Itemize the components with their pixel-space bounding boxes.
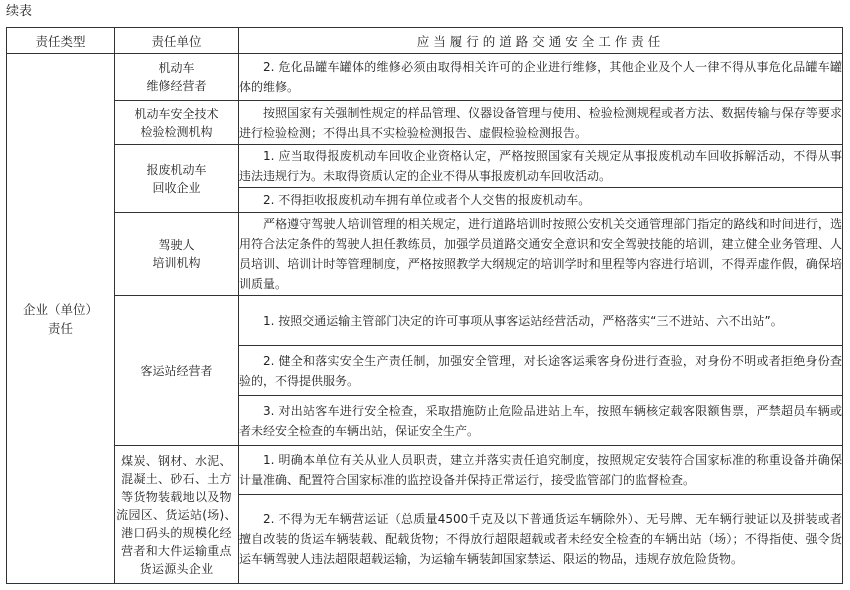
- unit-label-line: 营者和大件运输重点: [121, 543, 232, 558]
- unit-label-line: 检验检测机构: [140, 124, 213, 139]
- duty-cell: [239, 145, 843, 188]
- duty-text: 2. 危化品罐车罐体的维修必须由取得相关许可的企业进行维修，其他企业及个人一律不得从事危化品罐车罐体的维修。: [239, 60, 842, 94]
- unit-cell: [115, 213, 239, 296]
- unit-label-line: 混凝土、砂石、土方: [121, 471, 232, 486]
- unit-label-line: 驾驶人: [158, 238, 195, 252]
- duty-cell: [239, 54, 843, 101]
- duty-text: 2. 不得为无车辆营运证（总质量4500千克及以下普通货运车辆除外）、无号牌、无车辆行驶证以及拼装或者擅自改装的货运车辆装载、配载货物；不得放行超限超载或者未经安全检查的车辆出站（场）；不得指使、强令货运车辆驾驶人违法超限超载运输，为运输车辆装卸国家禁运、限运的物品，违规存放危险货物。: [239, 512, 842, 566]
- duty-cell: [239, 296, 843, 346]
- table-row: [7, 101, 843, 145]
- category-label-line: 责任: [47, 320, 73, 336]
- duty-text: 1. 明确本单位有关从业人员职责，建立并落实责任追究制度，按照规定安装符合国家标准的称重设备并确保计量准确、配置符合国家标准的监控设备并保持正常运行，接受监管部门的监督检查。: [239, 453, 842, 487]
- unit-label-line: 港口码头的规模化经: [121, 525, 232, 540]
- table-row: [7, 446, 843, 495]
- duty-cell: [239, 495, 843, 584]
- unit-label-line: 回收企业: [152, 180, 201, 195]
- duty-text: 严格遵守驾驶人培训管理的相关规定，进行道路培训时按照公安机关交通管理部门指定的路线和时间进行，选用符合法定条件的驾驶人担任教练员，加强学员道路交通安全意识和安全驾驶技能的培训，建立健全业务管理、人员培训、培训计时等管理制度，严格按照教学大纲规定的培训学时和里程等内容进行培训，不得弄虚作假，确保培训质量。: [239, 217, 842, 291]
- table-row: [7, 145, 843, 188]
- table-row: [7, 296, 843, 346]
- table-header-row: [7, 28, 843, 54]
- unit-label-line: 客运站经营者: [140, 363, 213, 378]
- duty-text: 3. 对出站客车进行安全检查，采取措施防止危险品进站上车，按照车辆核定载客限额售票，严禁超员车辆或者未经安全检查的车辆出站，保证安全生产。: [239, 403, 842, 438]
- duty-text: 2. 不得拒收报废机动车拥有单位或者个人交售的报废机动车。: [263, 193, 591, 207]
- unit-label-line: 维修经营者: [146, 79, 207, 93]
- header-responsibility-type: 责任类型: [7, 28, 115, 54]
- unit-cell: [115, 296, 239, 446]
- duty-cell: [239, 446, 843, 495]
- table-row: [7, 54, 843, 101]
- unit-label-line: 等货物装载地以及物: [121, 489, 232, 504]
- unit-label-line: 货运源头企业: [139, 561, 214, 576]
- duty-cell: [239, 396, 843, 446]
- unit-label-line: 培训机构: [152, 256, 201, 270]
- duty-cell: [239, 346, 843, 396]
- duty-text: 1. 应当取得报废机动车回收企业资格认定，严格按照国家有关规定从事报废机动车回收拆解活动，不得从事违法违规行为。未取得资质认定的企业不得从事报废机动车回收活动。: [239, 149, 842, 183]
- category-cell: [7, 54, 115, 584]
- unit-cell: [115, 446, 239, 584]
- unit-cell: [115, 54, 239, 101]
- duty-cell: [239, 101, 843, 145]
- table-row: [7, 213, 843, 296]
- duty-cell: [239, 213, 843, 296]
- unit-label-line: 煤炭、钢材、水泥、: [121, 453, 232, 468]
- duty-text: 2. 健全和落实安全生产责任制，加强安全管理，对长途客运乘客身份进行查验，对身份不明或者拒绝身份查验的，不得提供服务。: [239, 353, 842, 388]
- table-continuation-caption: 续表: [6, 4, 33, 19]
- duty-text: 1. 按照交通运输主管部门决定的许可事项从事客运站经营活动，严格落实“三不进站、六不出站”。: [263, 313, 783, 328]
- unit-cell: [115, 145, 239, 213]
- unit-label-line: 机动车安全技术: [134, 106, 219, 121]
- unit-label-line: 报废机动车: [146, 162, 207, 177]
- duty-cell: [239, 188, 843, 213]
- unit-cell: [115, 101, 239, 145]
- unit-label-line: 机动车: [158, 61, 195, 75]
- header-safety-duties: 应当履行的道路交通安全工作责任: [239, 28, 843, 54]
- category-label-line: 企业（单位）: [22, 301, 98, 317]
- header-responsible-unit: 责任单位: [115, 28, 239, 54]
- duty-text: 按照国家有关强制性规定的样品管理、仪器设备管理与使用、检验检测规程或者方法、数据传输与保存等要求进行检验检测；不得出具不实检验检测报告、虚假检验检测报告。: [239, 105, 842, 140]
- responsibility-table: [6, 27, 843, 584]
- unit-label-line: 流园区、货运站(场)、: [116, 507, 237, 522]
